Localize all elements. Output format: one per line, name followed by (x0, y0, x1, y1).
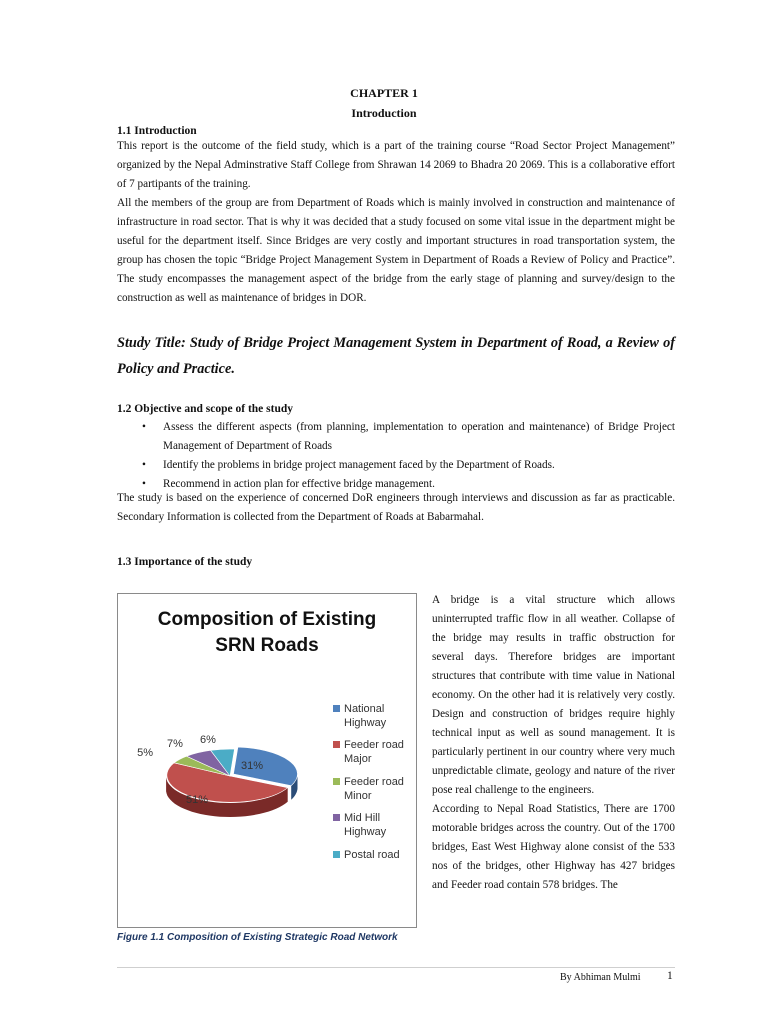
footer-divider (117, 967, 675, 968)
legend-swatch (333, 705, 340, 712)
bullet-symbol: • (142, 421, 146, 433)
pie-data-label: 6% (200, 734, 216, 746)
footer-author: By Abhiman Mulmi (560, 972, 641, 983)
legend-label: National (344, 703, 385, 715)
legend-label: Minor (344, 790, 372, 802)
legend-label: Postal road (344, 849, 400, 861)
chapter-title: Introduction (351, 106, 417, 120)
pie-chart (118, 594, 416, 927)
pie-chart-frame (117, 593, 417, 928)
importance-text-2: According to Nepal Road Statistics, There are 1700 motorable bridges across the country. Out of the 1700 bridges, East West Highway alone consist of the 533 nos of the bridges, other Highway has 427 bridges and Feeder road contain 578 bridges. The (432, 803, 675, 891)
figure-caption: Figure 1.1 Composition of Existing Strategic Road Network (117, 932, 398, 943)
intro-paragraph-2: All the members of the group are from Department of Roads which is mainly involved in construction and maintenance of infrastructure in road sector. That is why it was decided that a study focused on some vital issue in the department might be useful for the department itself. Since Bridges are very costly and important structures in road transportation system, the group has chosen the topic “Bridge Project Management System in Department of Roads a Review of Policy and Practice”. The study encompasses the management aspect of the bridge from the early stage of planning and survey/design to the construction as well as maintenance of bridges in DOR. (117, 197, 675, 304)
list-item-text: Assess the different aspects (from planning, implementation to operation and maintenance) of Bridge Project Management of Department of Roads (163, 421, 675, 452)
chapter-label: CHAPTER 1 (350, 86, 418, 100)
legend-label: Major (344, 753, 372, 765)
list-item-text: Recommend in action plan for effective bridge management. (163, 478, 435, 490)
bullet-symbol: • (142, 478, 146, 490)
list-item-text: Identify the problems in bridge project management faced by the Department of Roads. (163, 459, 555, 471)
list-item (117, 456, 675, 475)
pie-data-label: 7% (167, 738, 183, 750)
pie-data-label: 5% (137, 747, 153, 759)
legend-label: Highway (344, 826, 387, 838)
scope-paragraph: The study is based on the experience of concerned DoR engineers through interviews and discussion as far as practicable. Secondary Information is collected from the Department of Roads at Babarmahal. (117, 492, 675, 523)
chart-title: Composition of Existing (157, 609, 377, 630)
section-heading-1-3: 1.3 Importance of the study (117, 556, 253, 568)
importance-paragraph (432, 591, 675, 895)
objective-list (117, 418, 675, 494)
legend-label: Feeder road (344, 776, 404, 788)
legend-label: Highway (344, 717, 387, 729)
legend-label: Mid Hill (344, 812, 381, 824)
study-title: Study Title: Study of Bridge Project Management System in Department of Road, a Review of Policy and Practice. (117, 335, 675, 377)
section-heading-1-1: 1.1 Introduction (117, 125, 197, 137)
intro-paragraph-1: This report is the outcome of the field study, which is a part of the training course “Road Sector Project Management” organized by the Nepal Adminstrative Staff College from Shrawan 14 2069 to Bhadra 20 2069. This is a collaborative effort of 7 partipants of the training. (117, 140, 675, 190)
pie-data-label: 51% (185, 794, 209, 806)
pie-data-label: 31% (240, 760, 264, 772)
legend-label: Feeder road (344, 739, 404, 751)
legend-swatch (333, 814, 340, 821)
legend-swatch (333, 778, 340, 785)
bullet-symbol: • (142, 459, 146, 471)
chart-title: SRN Roads (215, 635, 319, 656)
legend-swatch (333, 851, 340, 858)
section-heading-1-2: 1.2 Objective and scope of the study (117, 403, 294, 415)
importance-text-1: A bridge is a vital structure which allows uninterrupted traffic flow in all weather. Collapse of the bridge may results in traffic obstruction for several days. Therefore bridges are important structures that contribute with time value in National economy. On the other had it is relatively very costly. Design and construction of bridges require highly technical input as well as sound management. It is particularly pertinent in our country where very much unpredictable climate, geology and nature of the river pose real challenge to the engineers. (432, 594, 675, 796)
page-number: 1 (667, 970, 673, 982)
list-item (117, 418, 675, 456)
legend-swatch (333, 741, 340, 748)
